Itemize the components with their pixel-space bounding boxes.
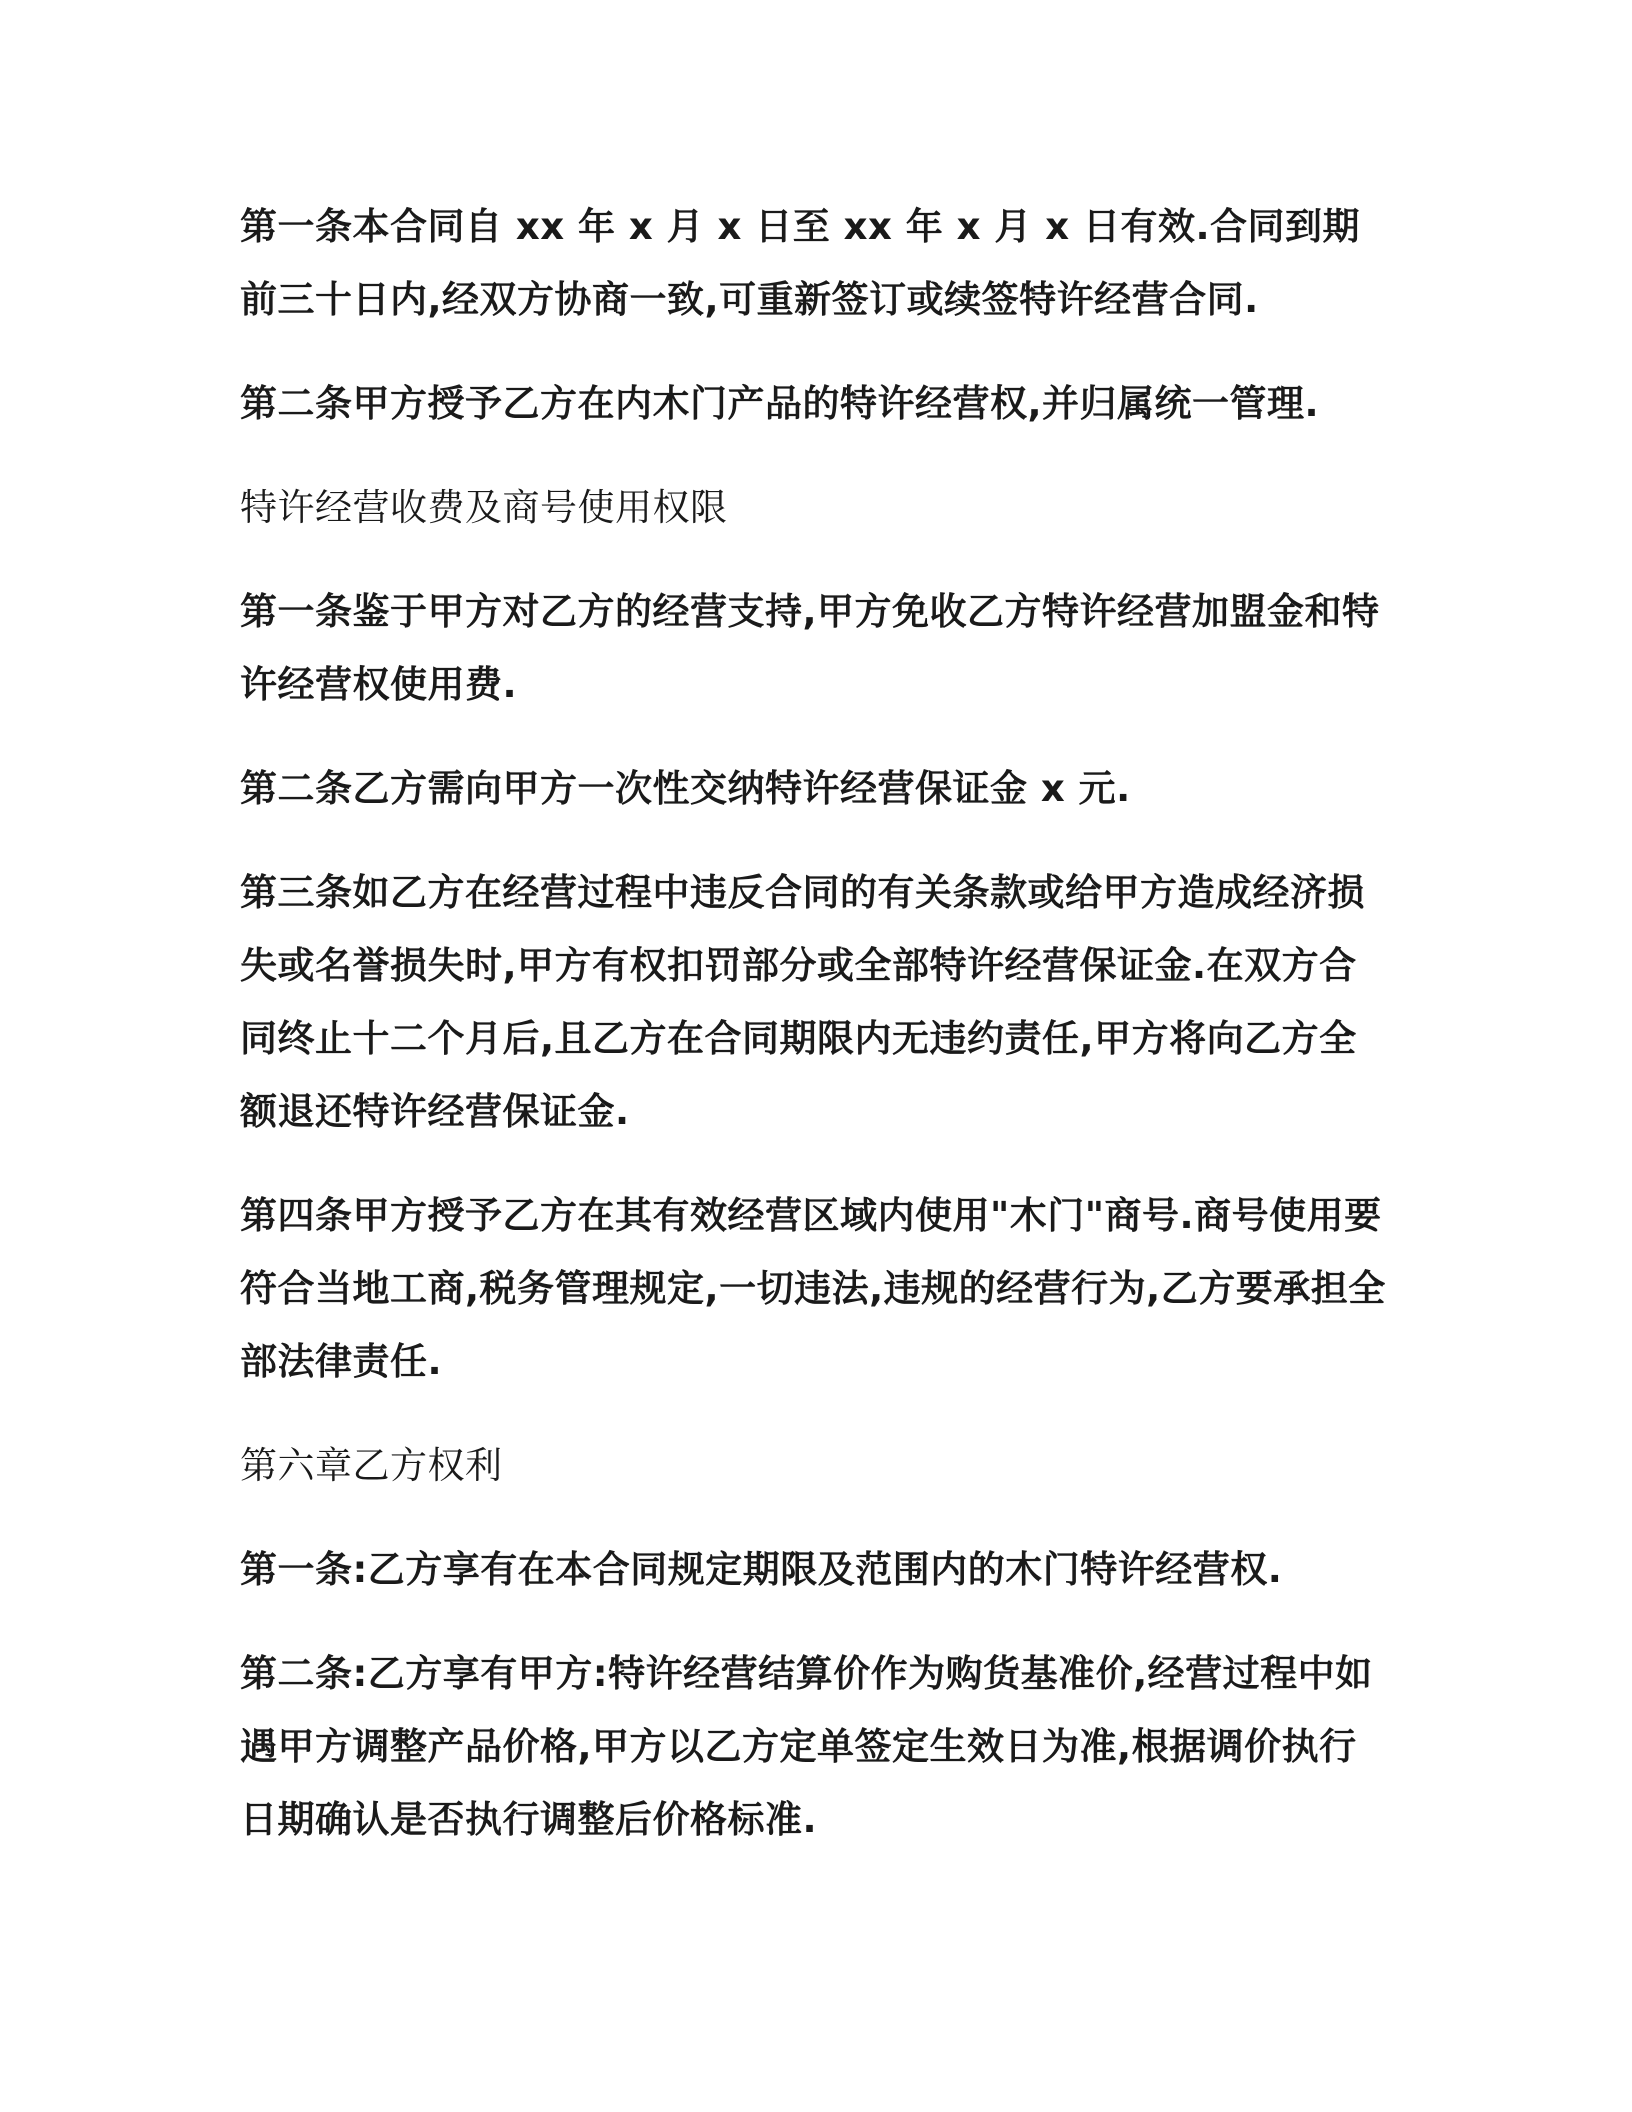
rights-clause-1: 第一条:乙方享有在本合同规定期限及范围内的木门特许经营权. [240,1548,1283,1591]
document-body [240,190,1390,1887]
clause-2-grant: 第二条甲方授予乙方在内木门产品的特许经营权,并归属统一管理. [240,382,1320,425]
clause-1-fee-waiver: 第一条鉴于甲方对乙方的经营支持,甲方免收乙方特许经营加盟金和特许经营权使用费. [240,590,1380,706]
clause-4-trade-name: 第四条甲方授予乙方在其有效经营区域内使用"木门"商号.商号使用要符合当地工商,税务管理规定,一切违法,违规的经营行为,乙方要承担全部法律责任. [240,1194,1386,1383]
clause-2-deposit: 第二条乙方需向甲方一次性交纳特许经营保证金 x 元. [240,767,1131,810]
rights-clause-2: 第二条:乙方享有甲方:特许经营结算价作为购货基准价,经营过程中如遇甲方调整产品价格,甲方以乙方定单签定生效日为准,根据调价执行日期确认是否执行调整后价格标准. [240,1652,1373,1841]
section-heading-fees: 特许经营收费及商号使用权限 [240,486,728,529]
chapter-heading-rights: 第六章乙方权利 [240,1444,503,1487]
clause-3-deposit-forfeit: 第三条如乙方在经营过程中违反合同的有关条款或给甲方造成经济损失或名誉损失时,甲方有权扣罚部分或全部特许经营保证金.在双方合同终止十二个月后,且乙方在合同期限内无违约责任,甲方将向乙方全额退还特许经营保证金. [240,871,1365,1133]
clause-1-term: 第一条本合同自 xx 年 x 月 x 日至 xx 年 x 月 x 日有效.合同到期前三十日内,经双方协商一致,可重新签订或续签特许经营合同. [240,205,1361,321]
